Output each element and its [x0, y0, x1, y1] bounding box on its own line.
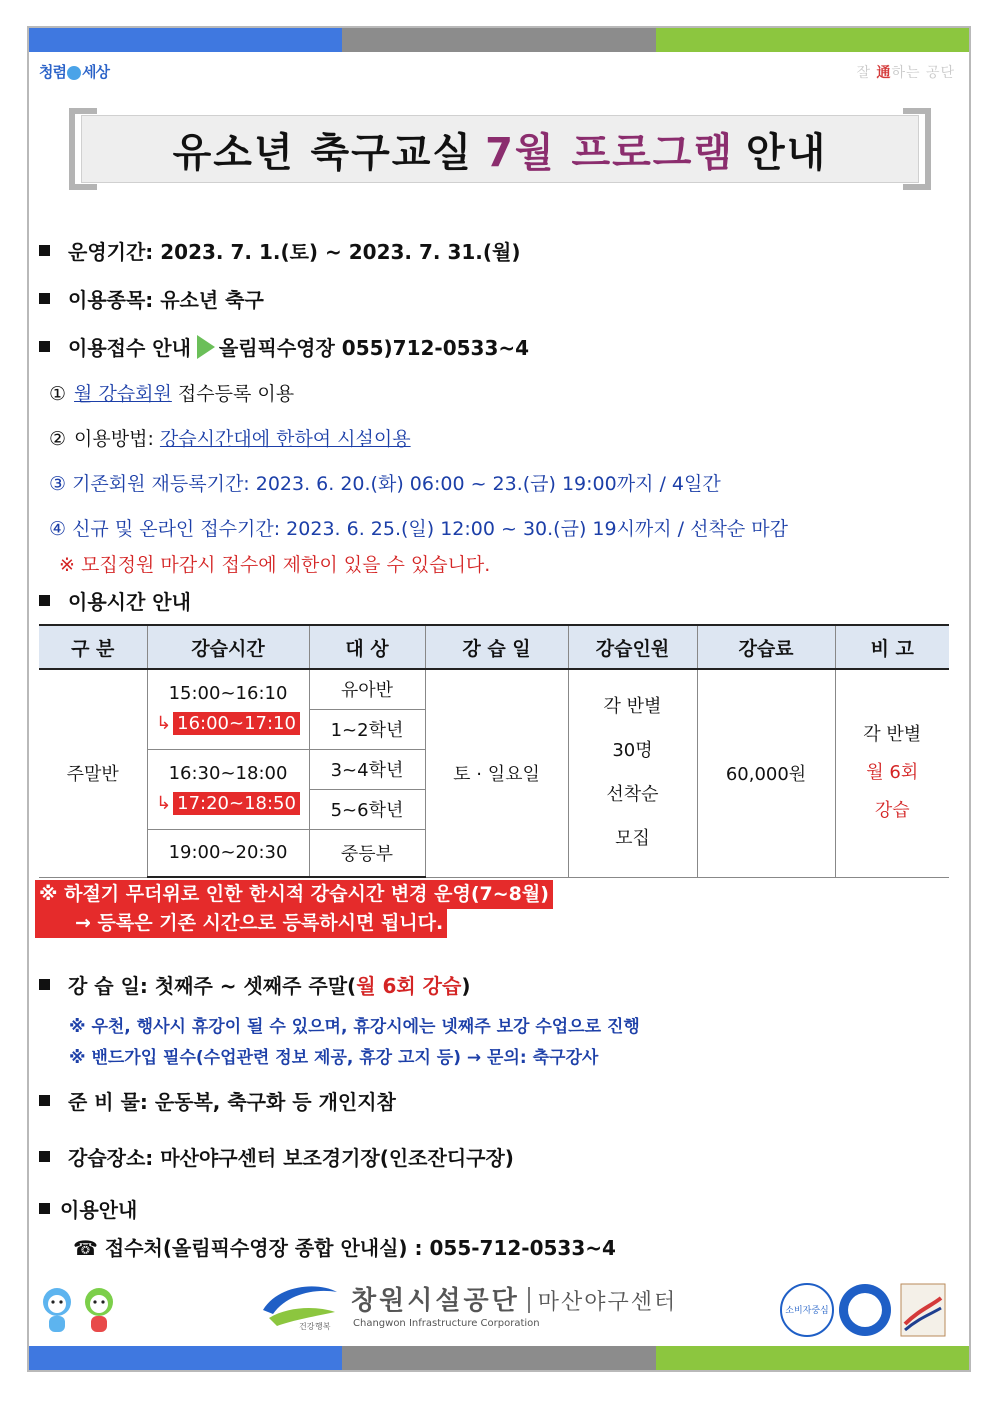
document-frame [27, 26, 971, 1372]
band-notice: ※ 밴드가입 필수(수업관련 정보 제공, 휴강 고지 등) → 문의: 축구강사 [69, 1048, 599, 1068]
svg-text:소비자중심: 소비자중심 [785, 1306, 829, 1316]
reception-info: 이용접수 안내 올림픽수영장 055)712-0533~4 [39, 332, 529, 361]
capacity-notice: ※ 모집정원 마감시 접수에 제한이 있을 수 있습니다. [59, 554, 491, 576]
header-note: 비 고 [835, 625, 949, 669]
target-cell: 5~6학년 [309, 789, 425, 829]
header-days: 강 습 일 [425, 625, 568, 669]
time-cell-3: 19:00~20:30 [147, 829, 309, 877]
page-title-box [69, 108, 931, 190]
fee-cell: 60,000원 [697, 669, 835, 877]
table-header-row [39, 625, 949, 669]
venue: 강습장소: 마산야구센터 보조경기장(인조잔디구장) [39, 1142, 514, 1171]
header-fee: 강습료 [697, 625, 835, 669]
header-target: 대 상 [309, 625, 425, 669]
supplies: 준 비 물: 운동복, 축구화 등 개인지참 [39, 1086, 396, 1115]
table-row [39, 669, 949, 709]
contact-info: ☎ 접수처(올림픽수영장 종합 안내실) : 055-712-0533~4 [73, 1236, 616, 1260]
corporation-logo [259, 1274, 699, 1338]
rain-notice: ※ 우천, 행사시 휴강이 될 수 있으며, 휴강시에는 넷째주 보강 수업으로 진행 [69, 1017, 640, 1037]
changed-time-2: 17:20~18:50 [173, 792, 300, 815]
note-cell: 각 반별 월 6회 강습 [835, 669, 949, 877]
target-cell: 중등부 [309, 829, 425, 877]
item-monthly-member: ① 월 강습회원 접수등록 이용 [49, 383, 295, 405]
item-new-registration-period: ④ 신규 및 온라인 접수기간: 2023. 6. 25.(일) 12:00 ~ 30.(금) 19시까지 / 선착순 마감 [49, 518, 788, 540]
schedule-table [39, 624, 949, 878]
target-cell: 3~4학년 [309, 749, 425, 789]
guide-heading: 이용안내 [39, 1194, 137, 1223]
sport-type: 이용종목: 유소년 축구 [39, 284, 264, 313]
page-title: 유소년 축구교실 7월 프로그램 안내 [81, 115, 919, 183]
certification-badges [779, 1280, 949, 1342]
summer-schedule-warning: ※ 하절기 무더위로 인한 한시적 강습시간 변경 운영(7~8월) → 등록은 기존 시간으로 등록하시면 됩니다. [35, 880, 553, 938]
item-usage-method: ② 이용방법: 강습시간대에 한하여 시설이용 [49, 428, 411, 450]
time-cell-2: 16:30~18:00 ↳ 17:20~18:50 [147, 749, 309, 829]
time-cell-1: 15:00~16:10 ↳ 16:00~17:10 [147, 669, 309, 749]
header-capacity: 강습인원 [568, 625, 697, 669]
target-cell: 유아반 [309, 669, 425, 709]
globe-icon [67, 66, 81, 80]
slogan-logo: 잘 通하는 공단 [856, 65, 955, 81]
corporation-name: 창원시설공단 마산야구센터 [351, 1286, 678, 1316]
bottom-color-stripe [29, 1346, 969, 1370]
svg-text:행복: 행복 [315, 1322, 331, 1331]
header-time: 강습시간 [147, 625, 309, 669]
corporation-swoosh-icon [259, 1280, 341, 1332]
corporation-english-name: Changwon Infrastructure Corporation [353, 1318, 540, 1329]
lesson-days: 강 습 일: 첫째주 ~ 셋째주 주말(월 6회 강습) [39, 970, 470, 999]
top-color-stripe [29, 28, 969, 52]
operation-period: 운영기간: 2023. 7. 1.(토) ~ 2023. 7. 31.(월) [39, 236, 520, 265]
category-cell: 주말반 [39, 669, 147, 877]
schedule-heading: 이용시간 안내 [39, 586, 191, 615]
header-category: 구 분 [39, 625, 147, 669]
changed-time-1: 16:00~17:10 [173, 712, 300, 735]
arrow-right-icon [197, 335, 215, 359]
svg-text:건강: 건강 [299, 1322, 315, 1331]
capacity-cell: 각 반별 30명 선착순 모집 [568, 669, 697, 877]
integrity-logo: 청렴 세상 [39, 63, 109, 81]
item-reregistration-period: ③ 기존회원 재등록기간: 2023. 6. 20.(화) 06:00 ~ 23.(금) 19:00까지 / 4일간 [49, 473, 721, 495]
mascot-characters [35, 1280, 135, 1340]
target-cell: 1~2학년 [309, 709, 425, 749]
days-cell: 토 · 일요일 [425, 669, 568, 877]
